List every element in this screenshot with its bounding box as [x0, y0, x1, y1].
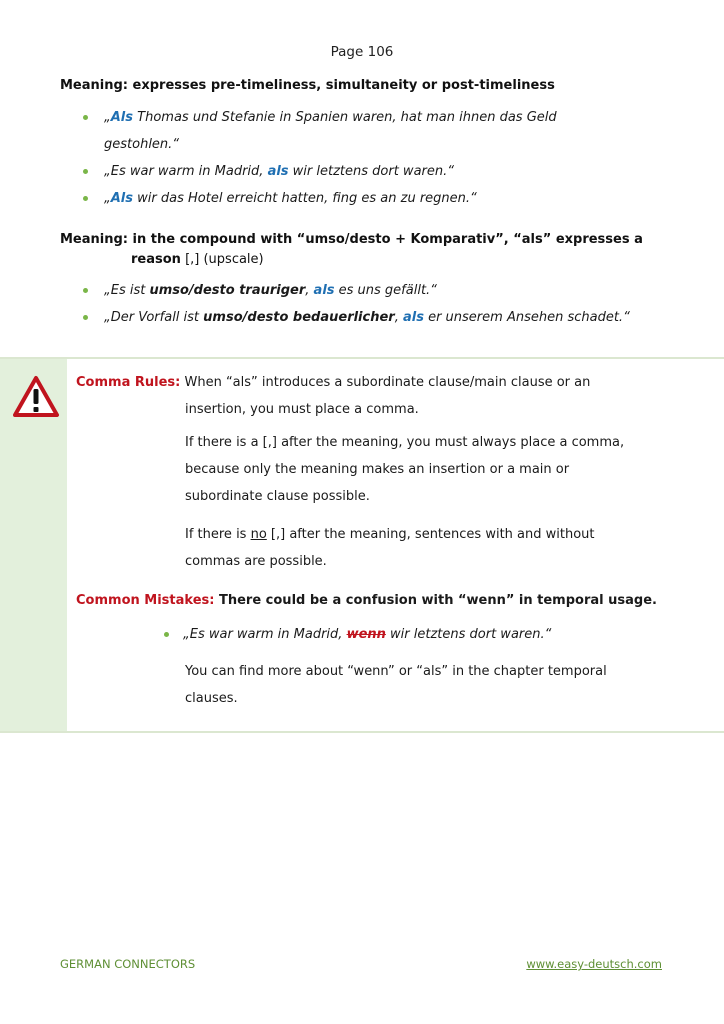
bullet-icon: [83, 288, 88, 293]
list-item: „Als wir das Hotel erreicht hatten, fing es an zu regnen.“: [80, 185, 557, 212]
page-number: Page 106: [330, 44, 394, 60]
list-item: „Als Thomas und Stefanie in Spanien waren, hat man ihnen das Geld gestohlen.“: [80, 104, 557, 158]
list-item: „Der Vorfall ist umso/desto bedauerlicher, als er unserem Ansehen schadet.“: [80, 304, 630, 331]
comma-rules-label: Comma Rules:: [76, 375, 181, 390]
bullet-icon: [83, 315, 88, 320]
list-item: „Es ist umso/desto trauriger, als es uns gefällt.“: [80, 277, 630, 304]
bullet-icon: [83, 196, 88, 201]
list-item: „Es war warm in Madrid, als wir letztens dort waren.“: [80, 158, 557, 185]
footer-title: GERMAN CONNECTORS: [60, 957, 196, 971]
bullet-icon: [83, 169, 88, 174]
comma-rules-line-1: Comma Rules: When “als” introduces a subordinate clause/main clause or an: [76, 375, 591, 390]
comma-paragraph-2: If there is a [,] after the meaning, you must always place a comma, because only the meaning makes an insertion or a main or subordinate clause possible.: [185, 435, 625, 504]
warning-triangle-icon: [12, 375, 60, 419]
mistake-example: „Es war warm in Madrid, wenn wir letztens dort waren.“: [164, 621, 551, 648]
bullet-icon: [83, 115, 88, 120]
comma-rules-line-2: insertion, you must place a comma.: [185, 402, 419, 417]
common-mistakes-label: Common Mistakes:: [76, 593, 215, 608]
more-info-paragraph: You can find more about “wenn” or “als” in the chapter temporal clauses.: [185, 664, 607, 706]
comma-paragraph-3: If there is no [,] after the meaning, sentences with and without commas are possible.: [185, 527, 595, 569]
example-list-1: [80, 104, 557, 212]
comma-rules-panel: [0, 357, 724, 733]
footer-website-link[interactable]: www.easy-deutsch.com: [526, 957, 662, 971]
bullet-icon: [164, 632, 169, 637]
example-list-2: [80, 277, 630, 331]
common-mistakes-line: Common Mistakes: There could be a confusion with “wenn” in temporal usage.: [76, 593, 657, 608]
meaning-heading-1: Meaning: expresses pre-timeliness, simultaneity or post-timeliness: [60, 78, 555, 93]
meaning-heading-2: Meaning: in the compound with “umso/desto + Komparativ”, “als” expresses a reason [,] (upscale): [60, 232, 643, 267]
